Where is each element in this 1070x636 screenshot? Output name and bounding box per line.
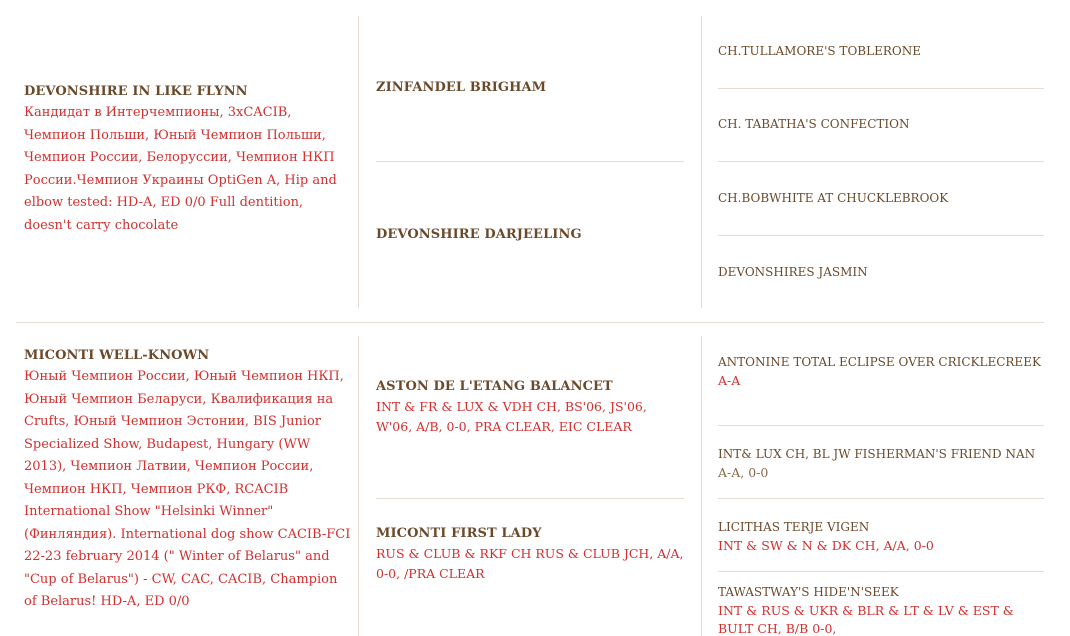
dam-block xyxy=(16,336,1044,636)
sire-titles: Кандидат в Интерчемпионы, 3xCACIB, Чемпион Польши, Юный Чемпион Польши, Чемпион России, Белоруссии, Чемпион НКП России.Чемпион Украины OptiGen A, Hip and elbow tested: HD-A, ED 0/0 Full dentition, doesn't carry chocolate xyxy=(24,105,337,233)
great-grandparent-cell xyxy=(718,42,1044,61)
grandsire-name[interactable]: ZINFANDEL BRIGHAM xyxy=(376,80,547,95)
dam-titles: Юный Чемпион России, Юный Чемпион НКП, Юный Чемпион Беларуси, Квалификация на Crufts, Юный Чемпион Эстонии, BIS Junior Specialized Show, Budapest, Hungary (WW 2013), Чемпион Латвии, Чемпион России, Чемпион НКП, Чемпион РКФ, RCACIB International Show "Helsinki Winner" (Финляндия). International dog show CACIB-FCI 22-23 february 2014 (" Winter of Belarus" and "Cup of Belarus") - CW, CAC, CACIB, Champion of Belarus! HD-A, ED 0/0 xyxy=(24,369,351,609)
granddam-name[interactable]: MICONTI FIRST LADY xyxy=(376,526,542,541)
column-divider xyxy=(358,16,359,308)
row-divider xyxy=(718,425,1044,426)
great-grandparent-name[interactable]: CH. TABATHA'S CONFECTION xyxy=(718,117,910,131)
row-divider xyxy=(376,498,684,499)
great-grandparent-cell xyxy=(718,353,1044,390)
sire-cell xyxy=(24,82,350,237)
great-grandparent-titles: INT & SW & N & DK CH, A/A, 0-0 xyxy=(718,538,934,553)
column-divider xyxy=(358,336,359,636)
row-divider xyxy=(718,161,1044,162)
dam-name[interactable]: MICONTI WELL-KNOWN xyxy=(24,348,210,363)
column-divider xyxy=(701,336,702,636)
section-divider xyxy=(16,322,1044,323)
great-grandparent-name[interactable]: CH.BOBWHITE AT CHUCKLEBROOK xyxy=(718,191,949,205)
grandsire-name[interactable]: ASTON DE L'ETANG BALANCET xyxy=(376,379,613,394)
pedigree-table xyxy=(16,16,1044,636)
great-grandparent-name[interactable]: LICITHAS TERJE VIGEN xyxy=(718,520,870,534)
great-grandparent-cell xyxy=(718,445,1044,482)
great-grandparent-cell xyxy=(718,115,1044,134)
great-grandparent-name[interactable]: ANTONINE TOTAL ECLIPSE OVER CRICKLECREEK xyxy=(718,355,1041,369)
great-grandparent-cell xyxy=(718,518,1044,555)
column-divider xyxy=(701,16,702,308)
sire-block xyxy=(16,16,1044,308)
great-grandparent-cell xyxy=(718,189,1044,208)
row-divider xyxy=(718,88,1044,89)
great-grandparent-name[interactable]: DEVONSHIRES JASMIN xyxy=(718,265,868,279)
row-divider xyxy=(718,235,1044,236)
great-grandparent-name[interactable]: CH.TULLAMORE'S TOBLERONE xyxy=(718,44,921,58)
dam-cell xyxy=(24,346,354,614)
great-grandparent-titles: A-A, 0-0 xyxy=(718,465,769,480)
great-grandparent-name[interactable]: TAWASTWAY'S HIDE'N'SEEK xyxy=(718,585,899,599)
granddam-cell xyxy=(376,225,684,245)
row-divider xyxy=(718,498,1044,499)
granddam-name[interactable]: DEVONSHIRE DARJEELING xyxy=(376,227,582,242)
great-grandparent-cell xyxy=(718,263,1044,282)
great-grandparent-titles: A-A xyxy=(718,373,741,388)
grandsire-titles: INT & FR & LUX & VDH CH, BS'06, JS'06, W'06, A/B, 0-0, PRA CLEAR, EIC CLEAR xyxy=(376,399,647,434)
grandsire-cell xyxy=(376,78,684,98)
grandsire-cell xyxy=(376,377,686,437)
granddam-cell xyxy=(376,524,686,584)
great-grandparent-name[interactable]: INT& LUX CH, BL JW FISHERMAN'S FRIEND NAN xyxy=(718,447,1036,461)
granddam-titles: RUS & CLUB & RKF CH RUS & CLUB JCH, A/A, 0-0, /PRA CLEAR xyxy=(376,546,684,581)
row-divider xyxy=(718,571,1044,572)
great-grandparent-titles: INT & RUS & UKR & BLR & LT & LV & EST & BULT CH, B/B 0-0, xyxy=(718,603,1014,636)
sire-name[interactable]: DEVONSHIRE IN LIKE FLYNN xyxy=(24,84,248,99)
row-divider xyxy=(376,161,684,162)
great-grandparent-cell xyxy=(718,583,1044,636)
